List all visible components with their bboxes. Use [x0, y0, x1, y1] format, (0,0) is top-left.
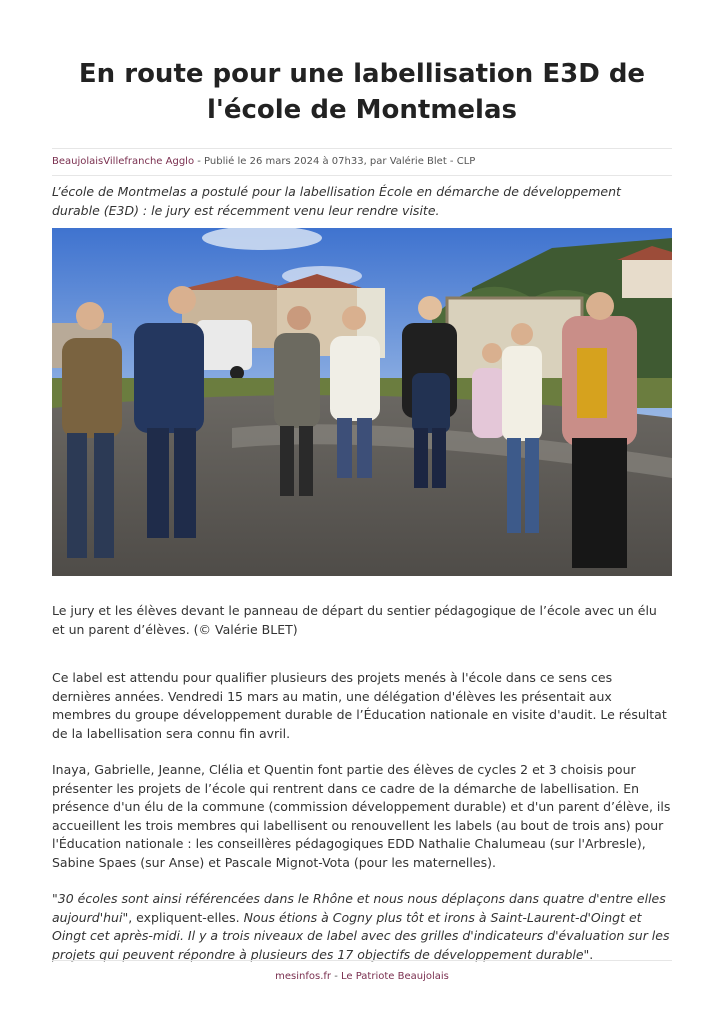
- article: [52, 0, 672, 964]
- quote-paragraph: [52, 890, 672, 964]
- publication-link[interactable]: Le Patriote Beaujolais: [340, 971, 449, 982]
- footer-separator: -: [331, 971, 341, 982]
- article-title: En route pour une labellisation E3D de l'école de Montmelas: [78, 59, 646, 125]
- photo-caption: Le jury et les élèves devant le panneau de départ du sentier pédagogique de l’école avec un élu et un parent d’élèves. (© Valérie BLET): [52, 603, 657, 637]
- quote-part-3: Nous étions à Cogny plus tôt et irons à Saint-Laurent-d'Oingt et Oingt cet après-midi. Il y a trois niveaux de label avec des grilles d'indicateurs d'évaluation sur les projets qui peuvent répondre à plusieurs des 17 objectifs de développement durable: [52, 909, 670, 962]
- article-photo: [52, 228, 672, 576]
- article-meta: [52, 148, 672, 176]
- site-link[interactable]: mesinfos.fr: [275, 971, 332, 982]
- publication-info: - Publié le 26 mars 2024 à 07h33, par Valérie Blet - CLP: [194, 156, 476, 167]
- source-link[interactable]: BeaujolaisVillefranche Agglo: [52, 156, 195, 167]
- paragraph-1: Ce label est attendu pour qualifier plusieurs des projets menés à l'école dans ce sens ces dernières années. Vendredi 15 mars au matin, une délégation d'élèves les présentait aux membres du groupe développement durable de l’Éducation nationale en visite d'audit. Le résultat de la labellisation sera connu fin avril.: [52, 670, 667, 741]
- quote-part-1: "30 écoles sont ainsi référencées dans le Rhône et nous nous déplaçons dans quatre d'entre elles aujourd'hui": [52, 891, 666, 925]
- page-footer: [52, 960, 672, 982]
- quote-part-4: ".: [583, 946, 594, 962]
- quote-part-2: , expliquent-elles.: [128, 909, 244, 925]
- article-lead: L’école de Montmelas a postulé pour la labellisation École en démarche de développement durable (E3D) : le jury est récemment venu leur rendre visite.: [52, 184, 621, 218]
- paragraph-2: Inaya, Gabrielle, Jeanne, Clélia et Quentin font partie des élèves de cycles 2 et 3 choisis pour présenter les projets de l’école qui rentrent dans ce cadre de la démarche de labellisation. En présence d'un élu de la commune (commission développement durable) et d'un parent d’élève, ils accueillent les trois membres qui labellisent ou renouvellent les labels (au bout de trois ans) pour l'Éducation nationale : les conseillères pédagogiques EDD Nathalie Chalumeau (sur l'Arbresle), Sabine Spaes (sur Anse) et Pascale Mignot-Vota (pour les maternelles).: [52, 762, 671, 870]
